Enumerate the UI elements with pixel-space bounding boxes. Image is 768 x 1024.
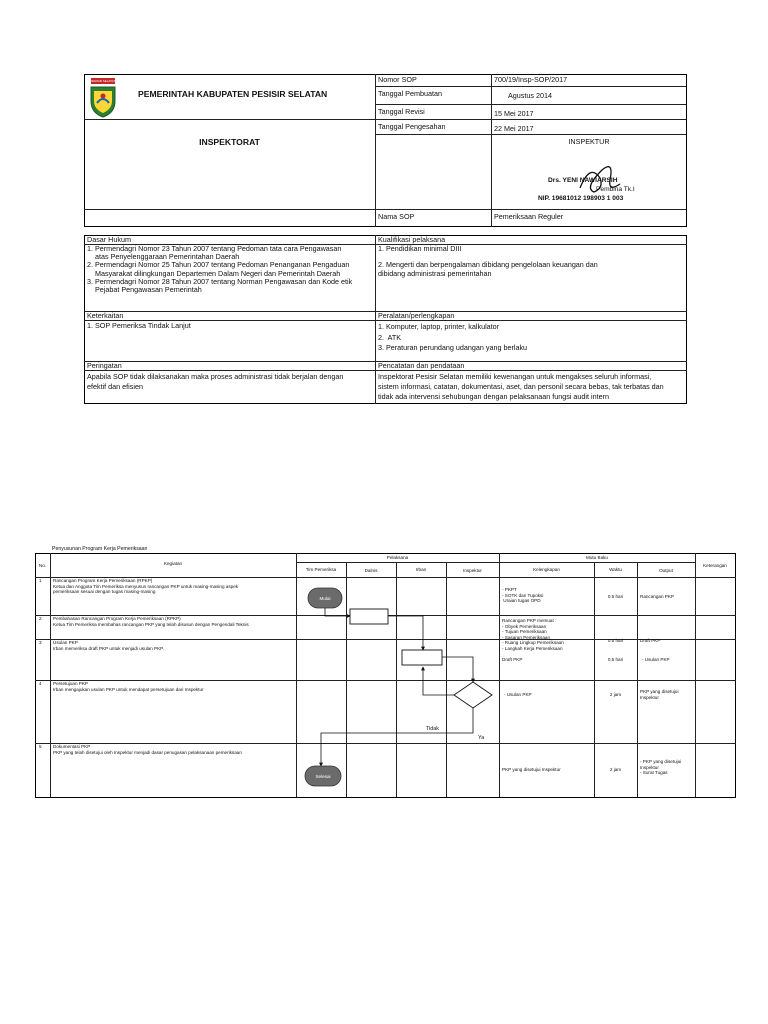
flow-process-irban — [402, 650, 442, 665]
row-3-kelengkapan: Draft PKP — [502, 657, 523, 662]
row-3-output: - Usulan PKP — [642, 657, 670, 662]
regency-logo — [89, 78, 117, 118]
peringatan-title: Peringatan — [87, 361, 122, 370]
row-3-no: 3 — [39, 640, 42, 645]
col-mutu-baku: Mutu Baku — [586, 555, 608, 560]
row-5-output: - PKP yang disetujui Inspektur - Surat Tugas — [640, 759, 682, 776]
row-1-waktu: 0.5 hari — [607, 594, 624, 599]
col-inspektur: Inspektur — [463, 568, 482, 573]
tanggal-pengesahan-value: 22 Mei 2017 — [494, 124, 534, 133]
tanggal-pembuatan-value: Agustus 2014 — [508, 91, 552, 100]
peralatan-title: Peralatan/perlengkapan — [378, 311, 455, 320]
signer-rank: Pembina Tk.I — [596, 186, 635, 193]
row-4-no: 4 — [39, 681, 42, 686]
pencatatan-text: Inspektorat Pesisir Selatan memiliki kewenangan untuk mengakses seluruh informasi, sistem informasi, catatan, dokumentasi, aset, dan personil secara bebas, tak terbatas dan tidak ada intervensi sehubungan dengan pelaksanaan fungsi audit intern — [378, 372, 664, 401]
logo-text: PESISIR SELATAN — [90, 79, 116, 83]
row-4-output: PKP yang disetujui Inspektur — [640, 689, 679, 700]
tanggal-revisi-label: Tanggal Revisi — [378, 107, 425, 116]
col-kegiatan: Kegiatan — [163, 561, 183, 566]
dasar-hukum-title: Dasar Hukum — [87, 235, 131, 244]
tanggal-pengesahan-label: Tanggal Pengesahan — [378, 122, 446, 131]
kualifikasi-text: 1. Pendidikan minimal DIII 2. Mengerti dan berpengalaman dibidang pengelolaan keuangan dan dibidang administrasi pemerintahan — [378, 244, 598, 278]
row-5-waktu: 2 jam — [609, 767, 622, 772]
col-pelaksana: Pelaksana — [386, 555, 409, 560]
col-waktu: Waktu — [609, 567, 622, 572]
signer-title: INSPEKTUR — [568, 137, 610, 146]
signer-name: Drs. YENI NAWIARSIH — [548, 177, 618, 184]
flow-start-label: Mulai — [319, 596, 331, 601]
nama-sop-value: Pemeriksaan Reguler — [494, 212, 564, 221]
kualifikasi-title: Kualifikasi pelaksana — [378, 235, 446, 244]
flow-end-label: Selesai — [315, 774, 331, 779]
row-5-no: 5 — [39, 744, 42, 749]
peringatan-text: Apabila SOP tidak dilaksanakan maka proses administrasi tidak berjalan dengan efektif dan efisien — [87, 372, 344, 391]
flowchart-diagram — [296, 577, 499, 797]
row-4-waktu: 2 jam — [609, 692, 622, 697]
flow-ya-label: Ya — [478, 735, 485, 741]
row-4-kegiatan: Persetujuan PKP Irban mengajukan usulan PKP untuk mendapat persetujuan dari Inspektur — [53, 681, 204, 692]
col-dalnis: Dalnis — [364, 568, 378, 573]
tanggal-revisi-value: 15 Mei 2017 — [494, 109, 534, 118]
row-2-output: Draft PKP — [640, 638, 661, 643]
row-5-kelengkapan: PKP yang disetujui Inspektur — [502, 767, 561, 772]
row-4-kelengkapan: - Usulan PKP — [504, 692, 532, 697]
row-2-kelengkapan: Rancangan PKP memuat : - Obyek Pemeriksaan - Tujuan Pemeriksaan - Sasaran Pemeriksaan - Ruang Lingkup Pemeriksaan - Langkah Kerja Pemeriksaan — [502, 618, 564, 651]
nama-sop-label: Nama SOP — [378, 212, 415, 221]
signer-nip: NIP. 19681012 198903 1 003 — [538, 195, 624, 202]
row-2-waktu: 0.5 hari — [607, 638, 624, 643]
dasar-hukum-text: 1. Permendagri Nomor 23 Tahun 2007 tentang Pedoman tata cara Pengawasan atas Penyelenggaraan Pemerintahan Daerah 2. Permendagri Nomor 25 Tahun 2007 tentang Pedoman Penanganan Pengaduan Masyarakat dilingkungan Departemen Dalam Negeri dan Pemerintah Daerah 3. Permendagri Nomor 28 Tahun 2007 tentang Norman Pengawasan dan Kode etik Pejabat Pengawasan Pemerintah — [87, 244, 353, 295]
row-5-kegiatan: Dokumentasi PKP PKP yang telah disetujui oleh Inspektur menjadi dasar penugasan pelaksanaan pemeriksaan — [53, 744, 242, 755]
flow-tidak-label: Tidak — [426, 726, 439, 732]
row-1-kegiatan: Rancangan Program Kerja Pemeriksaan (RPKP) Ketua dan Anggota Tim Pemeriksa menyusun rancangan PKP untuk masing-masing aspek pemeriksaan sesuai dengan tugas masing-masing — [53, 578, 239, 595]
col-no: No. — [38, 563, 47, 568]
col-irban: Irban — [415, 567, 427, 572]
keterkaitan-text: 1. SOP Pemeriksa Tindak Lanjut — [87, 321, 191, 330]
keterkaitan-title: Keterkaitan — [87, 311, 124, 320]
row-3-waktu: 0,5 hari — [607, 657, 624, 662]
col-output: Output — [659, 568, 673, 573]
row-1-output: Rancangan PKP — [640, 594, 674, 599]
col-tim-pemeriksa: Tim Pemeriksa — [305, 567, 337, 572]
pencatatan-title: Pencatatan dan pendataan — [378, 361, 465, 370]
col-kelengkapan: Kelengkapan — [533, 567, 560, 572]
peralatan-text: 1. Komputer, laptop, printer, kalkulator 2. ATK 3. Peraturan perundang udangan yang berlaku — [378, 322, 528, 352]
unit-name: INSPEKTORAT — [199, 137, 260, 147]
flow-caption: Penyusunan Program Kerja Pemeriksaan — [52, 546, 148, 552]
tanggal-pembuatan-label: Tanggal Pembuatan — [378, 89, 442, 98]
row-1-kelengkapan: - PKPT - SOTK dan Tupoksi Uraian tugas OPD — [502, 587, 544, 604]
col-keterangan: Keterangan — [703, 563, 727, 568]
flow-decision-inspektur — [454, 682, 492, 708]
org-name: PEMERINTAH KABUPATEN PESISIR SELATAN — [138, 89, 328, 99]
nomor-sop-label: Nomor SOP — [378, 75, 417, 84]
row-2-no: 2 — [39, 616, 42, 621]
row-1-no: 1 — [39, 578, 42, 583]
flow-process-dalnis — [350, 609, 388, 624]
row-3-kegiatan: Usulan PKP Irban memeriksa draft PKP untuk menjadi usulan PKP. — [53, 640, 164, 651]
row-2-kegiatan: Pembahasan Rancangan Program Kerja Pemeriksaan (RPKP) Ketua Tim Pemeriksa membahas rancangan PKP yang telah disusun dengan Pengendali Teknis — [53, 616, 249, 627]
nomor-sop-value: 700/19/Insp-SOP/2017 — [494, 75, 568, 84]
